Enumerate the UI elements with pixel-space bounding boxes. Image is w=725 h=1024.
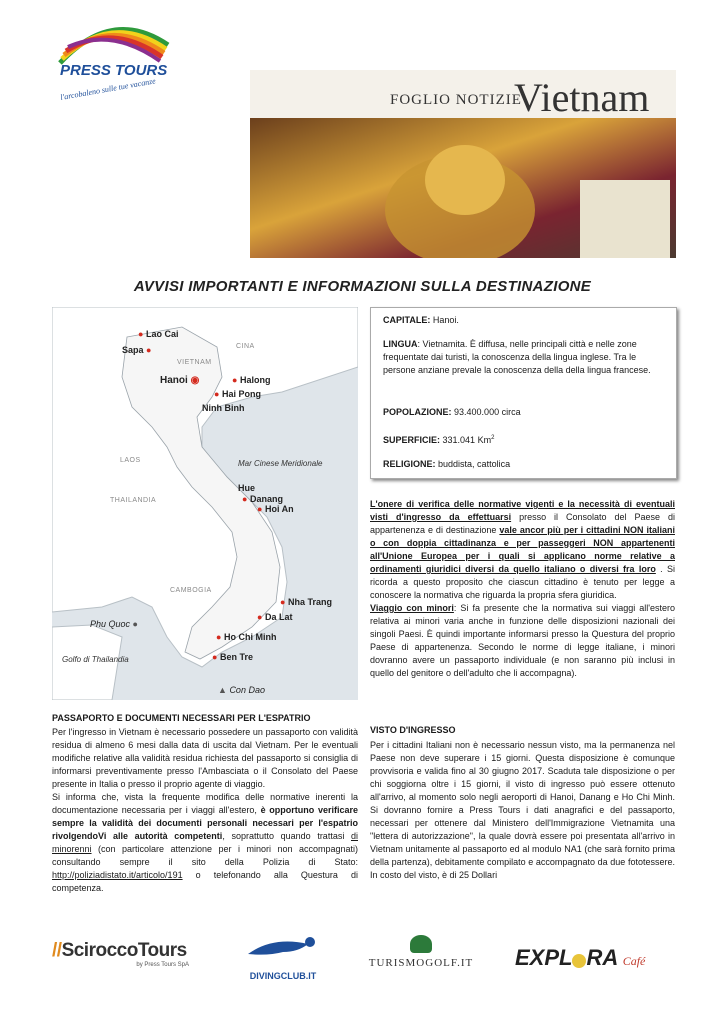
map-city-lao-cai: ● Lao Cai <box>138 329 179 339</box>
destination-info-box <box>370 307 677 479</box>
brand-tagline: l'arcobaleno sulle tue vacanze <box>59 76 157 102</box>
info-superficie: SUPERFICIE: 331.041 Km$^2$ <box>383 435 495 445</box>
polizia-link[interactable]: http://poliziadistato.it/articolo/191 <box>52 870 183 880</box>
map-city-hue: Hue <box>238 483 256 493</box>
region-label-laos: LAOS <box>120 457 141 464</box>
map-city-ben-tre: ● Ben Tre <box>212 652 253 662</box>
map-city-con-dao: ▲ Con Dao <box>218 685 265 695</box>
visto-paragraph: Per i cittadini Italiani non è necessario nessun visto, ma la permanenza nel Paese non deve superare i 15 giorni. Questa disposizione è comunque provvisoria e valida fino al 30 giugno 2017. Scaduta tale disposizione o per chi soggiorna oltre i 15 giorni, il visto di ingresso può essere ottenuto all'arrivo, al momento solo negli aeroporti di Hanoi, Danang e Ho Chi Minh. Si dovranno fornire a Press Tours i dati anagrafici e del passaporto, necessari per ottenere dal Ministero dell'Immigrazione Vietnamita una "lettera di autorizzazione", la quale dovrà essere poi presentata all'arrivo in Vietnam unitamente al passaporto ed al modulo NA1 (che sarà fornito prima della partenza), debitamente compilato e accompagnato da due fototessere. In costo del visto, è di 25 Dollari <box>370 740 675 880</box>
region-label-thailand: THAILANDIA <box>110 497 157 504</box>
explora-cafe-logo: EXPL RA Café <box>515 945 646 970</box>
scirocco-tours-logo: //SciroccoTours by Press Tours SpA <box>52 940 189 968</box>
region-label-vietnam: VIETNAM <box>177 359 212 366</box>
map-city-sapa: Sapa ● <box>122 345 152 355</box>
map-city-phu-quoc: Phu Quoc ● <box>90 619 138 629</box>
info-capitale: CAPITALE: Hanoi. <box>383 315 459 325</box>
golf-ball-icon <box>410 935 432 953</box>
passport-heading: PASSAPORTO E DOCUMENTI NECESSARI PER L'ESPATRIO <box>52 713 311 723</box>
sea-label-south-china: Mar Cinese Meridionale <box>238 459 323 468</box>
turismo-golf-logo: TURISMOGOLF.IT <box>365 935 477 969</box>
info-lingua: LINGUA: Vietnamita. È diffusa, nelle principali città e nelle zone frequentate dai turisti, la conoscenza della lingua inglese. Tra le persone anziane prevale la conoscenza della della lingua francese. <box>383 339 651 375</box>
banner-country: Vietnam <box>514 75 650 120</box>
info-popolazione: POPOLAZIONE: 93.400.000 circa <box>383 407 521 417</box>
info-religione: RELIGIONE: buddista, cattolica <box>383 459 511 469</box>
passport-paragraph: Per l'ingresso in Vietnam è necessario possedere un passaporto con validità residua di almeno 6 mesi dalla data di uscita dal Vietnam. Per le eventuali modifiche relative alla validità residua richiesta del passaporto si consiglia di informarsi preventivamente presso l'Ambasciata o il Consolato del Paese presente in Italia o presso il proprio agente di viaggio. Si informa che, vista la frequente modifica delle normative inerenti la documentazione necessaria per i viaggi all'estero, è opportuno verificare sempre la validità dei documenti personali necessari per l'espatrio rivolgendoVi alle autorità competenti, soprattutto quando trattasi di minorenni (con particolare attenzione per i minori non accompagnati) consultando sempre il sito della Polizia di Stato: http://poliziadistato.it/articolo/191 o telefonando alla Questura di competenza. <box>52 727 358 893</box>
region-label-china: CINA <box>236 343 255 350</box>
map-city-ho-chi-minh: ● Ho Chi Minh <box>216 632 277 642</box>
diving-club-logo: DIVINGCLUB.IT <box>228 930 338 980</box>
banner-label: FOGLIO NOTIZIE <box>390 92 522 108</box>
region-label-cambodia: CAMBOGIA <box>170 587 212 594</box>
sea-label-gulf-thailand: Golfo di Thailandia <box>62 655 129 664</box>
map-city-hai-pong: ● Hai Pong <box>214 389 261 399</box>
map-city-danang: ● Danang <box>242 494 283 504</box>
map-city-nha-trang: ● Nha Trang <box>280 597 332 607</box>
visto-heading: VISTO D'INGRESSO <box>370 725 456 735</box>
vietnam-map <box>52 307 358 700</box>
page-title: AVVISI IMPORTANTI E INFORMAZIONI SULLA DESTINAZIONE <box>133 278 592 295</box>
sun-icon <box>572 954 586 968</box>
visa-responsibility-paragraph: L'onere di verifica delle normative vigenti e la necessità di eventuali visti d'ingresso da effettuarsi presso il Consolato del Paese di appartenenza e di destinazione vale ancor più per i cittadini NON italiani o con doppia cittadinanza e per passeggeri NON appartenenti all'Unione Europea per i quali si applicano norme relative a ordinamenti giuridici diversi da quello italiano o diversi fra loro . Si ricorda a questo proposito che ciascun cittadino è tenuto per legge a conoscere la normativa che riguarda la propria sfera giuridica. Viaggio con minori: Si fa presente che la normativa sui viaggi all'estero relativa ai minori varia anche in funzione delle disposizioni nazionali dei singoli Paesi. È quindi importante informarsi presso la Questura del proprio Paese di appartenenza. Secondo le norme di legge italiane, i minori dovranno avere un passaporto individuale (e non saranno più inclusi in quello del genitore o dell'adulto che li accompagna). <box>370 499 675 678</box>
map-city-ninh-binh: Ninh Binh <box>202 403 245 413</box>
diver-icon <box>228 930 338 966</box>
map-city-hoi-an: ● Hoi An <box>257 504 294 514</box>
map-city-da-lat: ● Da Lat <box>257 612 293 622</box>
press-tours-logo <box>52 15 172 110</box>
brand-name: PRESS TOURS <box>60 62 168 79</box>
map-city-hanoi: Hanoi ◉ <box>160 375 200 386</box>
map-city-halong: ● Halong <box>232 375 271 385</box>
